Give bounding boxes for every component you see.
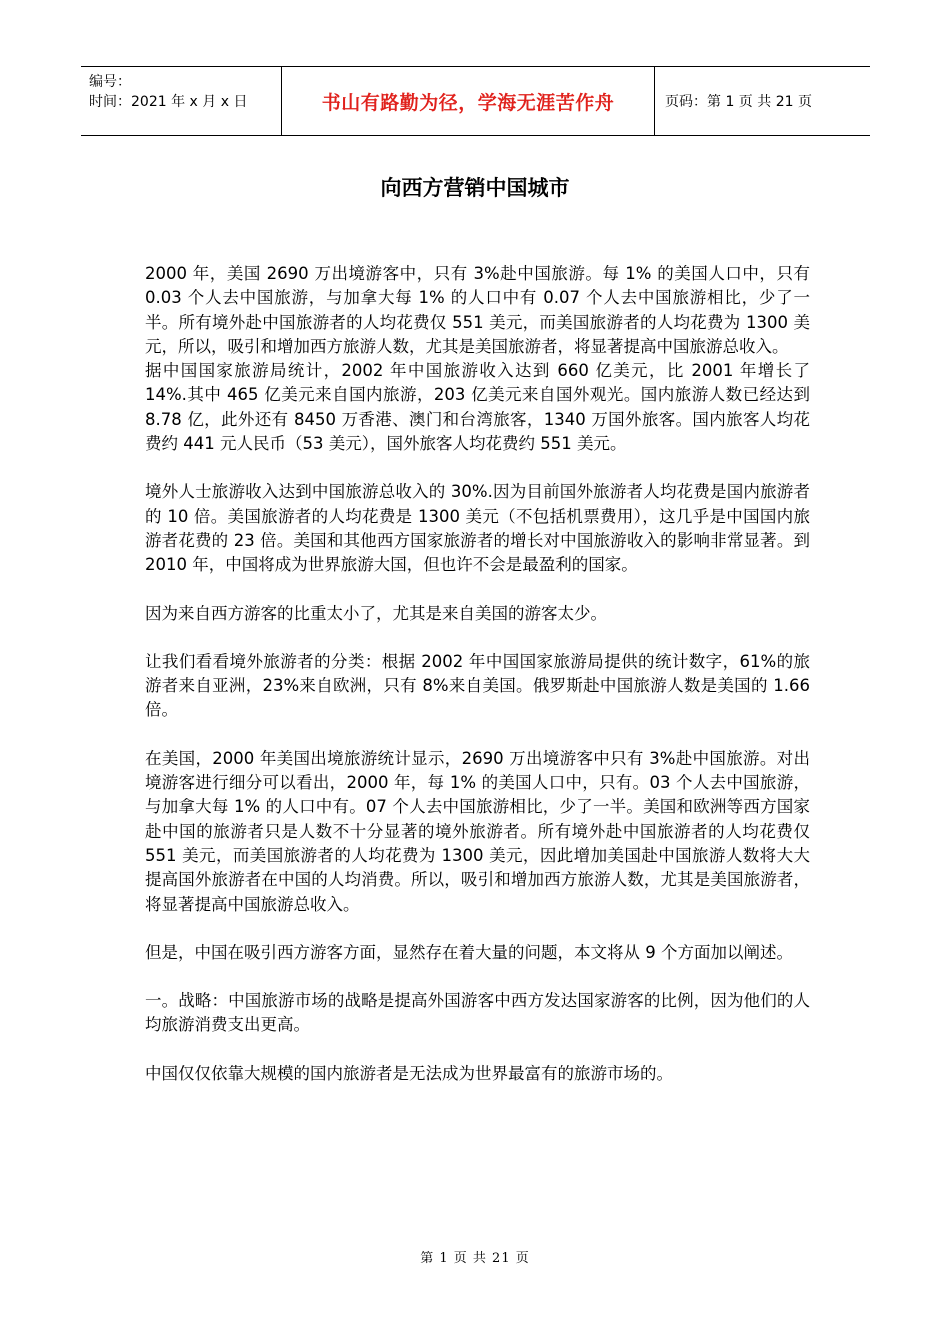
document-date: 时间：2021 年 x 月 x 日: [89, 94, 248, 110]
document-number-label: 编号：: [89, 74, 131, 90]
header-motto: 书山有路勤为径，学海无涯苦作舟: [321, 91, 615, 114]
header-page-cell: [655, 67, 870, 135]
body-paragraph: 让我们看看境外旅游者的分类：根据 2002 年中国国家旅游局提供的统计数字，61%的旅游者来自亚洲，23%来自欧洲，只有 8%来自美国。俄罗斯赴中国旅游人数是美国的 1.66 倍。: [145, 651, 810, 720]
body-paragraph: 一。战略：中国旅游市场的战略是提高外国游客中西方发达国家游客的比例，因为他们的人均旅游消费支出更高。: [145, 991, 810, 1035]
page-header: [81, 66, 870, 136]
page-footer: 第 1 页 共 21 页: [420, 1251, 530, 1266]
body-paragraph: 因为来自西方游客的比重太小了，尤其是来自美国的游客太少。: [145, 603, 607, 623]
document-title: 向西方营销中国城市: [380, 175, 570, 200]
body-paragraph: 境外人士旅游收入达到中国旅游总收入的 30%.因为目前国外旅游者人均花费是国内旅游者的 10 倍。美国旅游者的人均花费是 1300 美元（不包括机票费用），这几乎是中国国内旅游者花费的 23 倍。美国和其他西方国家旅游者的增长对中国旅游收入的影响非常显著。到 2010 年，中国将成为世界旅游大国，但也许不会是最盈利的国家。: [145, 482, 810, 575]
body-paragraph: 据中国国家旅游局统计，2002 年中国旅游收入达到 660 亿美元，比 2001 年增长了 14%.其中 465 亿美元来自国内旅游，203 亿美元来自国外观光。国内旅游人数已经达到 8.78 亿，此外还有 8450 万香港、澳门和台湾旅客，1340 万国外旅客。国内旅客人均花费约 441 元人民币（53 美元），国外旅客人均花费约 551 美元。: [145, 361, 810, 454]
document-body: [145, 262, 810, 1110]
body-paragraph: 2000 年，美国 2690 万出境游客中，只有 3%赴中国旅游。每 1% 的美国人口中，只有 0.03 个人去中国旅游，与加拿大每 1% 的人口中有 0.07 个人去中国旅游相比，少了一半。所有境外赴中国旅游者的人均花费仅 551 美元，而美国旅游者的人均花费为 1300 美元，所以，吸引和增加西方旅游人数，尤其是美国旅游者，将显著提高中国旅游总收入。: [145, 264, 810, 356]
body-paragraph: 在美国，2000 年美国出境旅游统计显示，2690 万出境游客中只有 3%赴中国旅游。对出境游客进行细分可以看出，2000 年，每 1% 的美国人口中，只有。03 个人去中国旅游，与加拿大每 1% 的人口中有。07 个人去中国旅游相比，少了一半。美国和欧洲等西方国家赴中国的旅游者只是人数不十分显著的境外旅游者。所有境外赴中国旅游者的人均花费仅 551 美元，而美国旅游者的人均花费为 1300 美元，因此增加美国赴中国旅游人数将大大提高国外旅游者在中国的人均消费。所以，吸引和增加西方旅游人数，尤其是美国旅游者，将显著提高中国旅游总收入。: [145, 748, 810, 914]
body-paragraph: 但是，中国在吸引西方游客方面，显然存在着大量的问题，本文将从 9 个方面加以阐述。: [145, 942, 793, 962]
header-meta-cell: [81, 67, 282, 135]
header-page-info: 页码：第 1 页 共 21 页: [665, 94, 812, 110]
body-paragraph: 中国仅仅依靠大规模的国内旅游者是无法成为世界最富有的旅游市场的。: [145, 1063, 673, 1083]
header-motto-cell: [282, 67, 655, 135]
